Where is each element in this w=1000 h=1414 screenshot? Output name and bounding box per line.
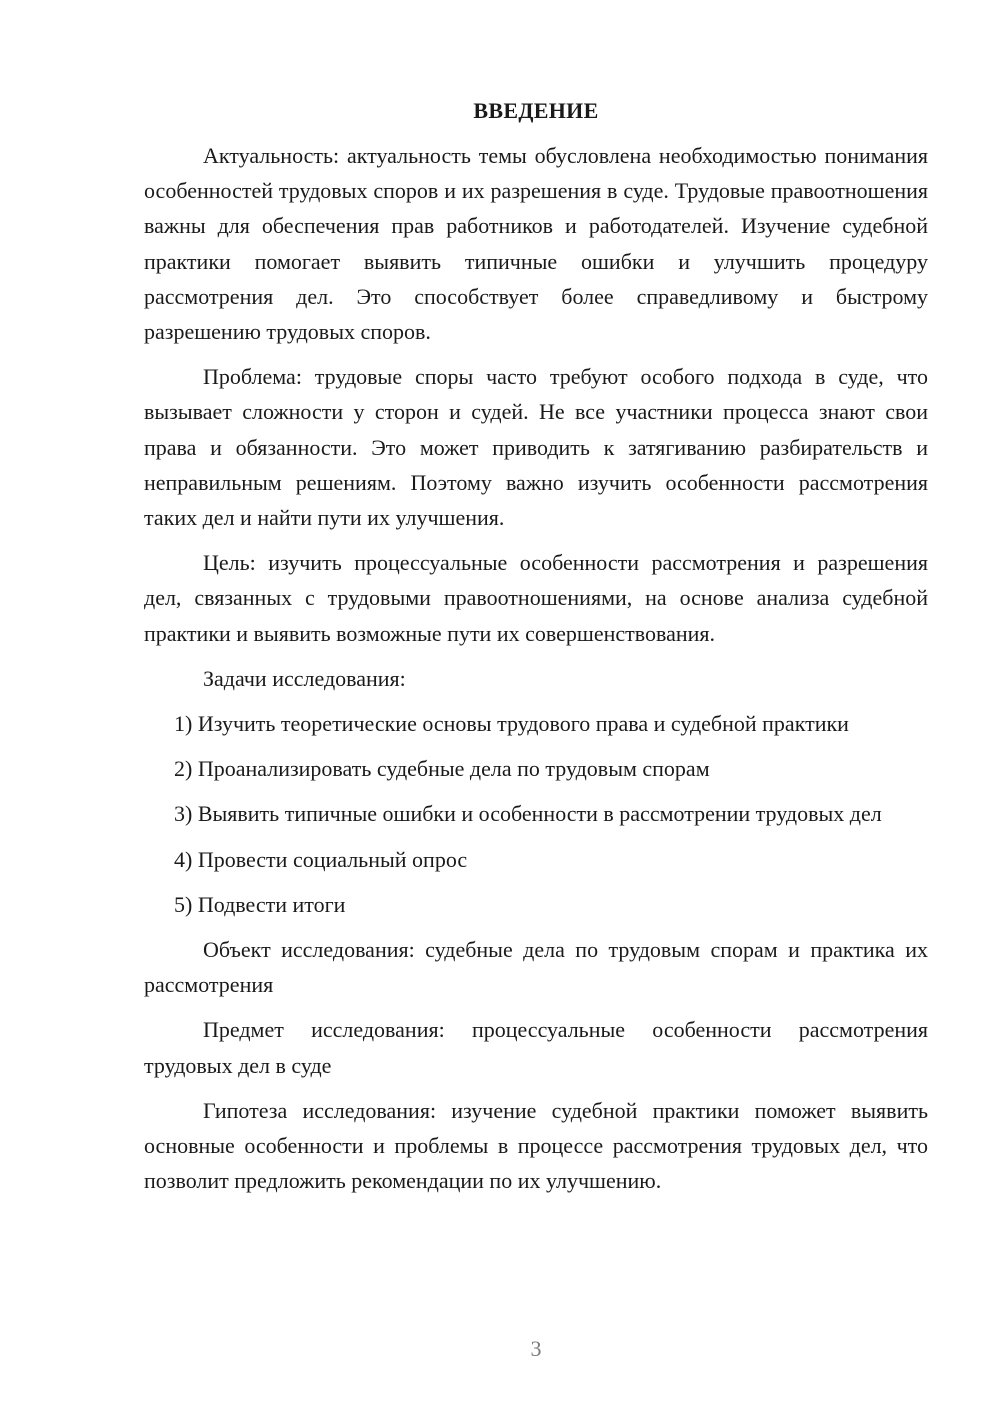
paragraph-hypothesis: Гипотеза исследования: изучение судебной практики поможет выявить основные особенности и проблемы в процессе рассмотрения трудовых дел, что позволит предложить рекомендации по их улучшению.: [144, 1097, 928, 1194]
tasks-list: [144, 706, 928, 922]
paragraph-goal: Цель: изучить процессуальные особенности рассмотрения и разрешения дел, связанных с трудовыми правоотношениями, на основе анализа судебной практики и выявить возможные пути их совершенствования.: [144, 550, 928, 646]
list-item: 2) Проанализировать судебные дела по трудовым спорам: [174, 756, 710, 782]
paragraph-problem: Проблема: трудовые споры часто требуют особого подхода в суде, что вызывает сложности у сторон и судей. Не все участники процесса знают свои права и обязанности. Это может приводить к затягиванию разбирательств и неправильным решениям. Поэтому важно изучить особенности рассмотрения таких дел и найти пути их улучшения.: [144, 364, 928, 531]
document-page: [144, 96, 928, 1208]
paragraph-subject: Предмет исследования: процессуальные особенности рассмотрения трудовых дел в суде: [144, 1017, 928, 1078]
list-item: 3) Выявить типичные ошибки и особенности в рассмотрении трудовых дел: [174, 801, 882, 827]
page-title: ВВЕДЕНИЕ: [473, 98, 599, 123]
page-number: 3: [530, 1336, 542, 1361]
tasks-heading: Задачи исследования:: [203, 665, 406, 691]
paragraph-object: Объект исследования: судебные дела по трудовым спорам и практика их рассмотрения: [144, 937, 928, 998]
list-item: 5) Подвести итоги: [174, 891, 346, 917]
paragraph-relevance: Актуальность: актуальность темы обусловлена необходимостью понимания особенностей трудовых споров и их разрешения в суде. Трудовые правоотношения важны для обеспечения прав работников и работодателей. Изучение судебной практики помогает выявить типичные ошибки и улучшить процедуру рассмотрения дел. Это способствует более справедливому и быстрому разрешению трудовых споров.: [144, 143, 928, 345]
list-item: 4) Провести социальный опрос: [174, 846, 468, 872]
list-item: 1) Изучить теоретические основы трудового права и судебной практики: [174, 711, 849, 737]
